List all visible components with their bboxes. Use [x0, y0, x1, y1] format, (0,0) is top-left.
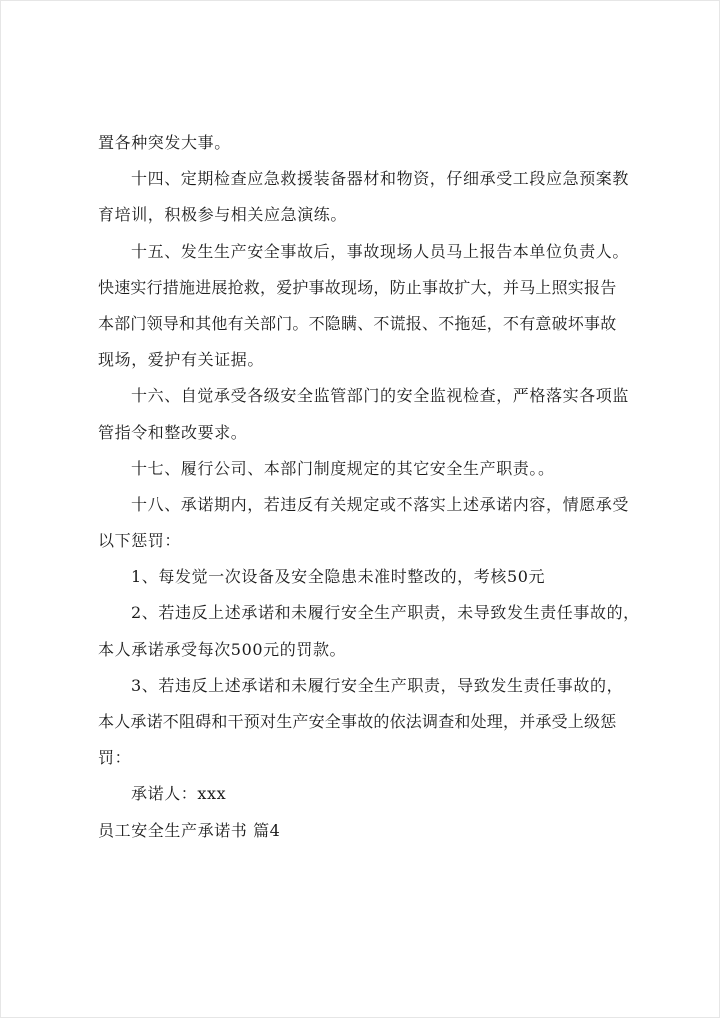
paragraph-18-line-1: 十八、承诺期内，若违反有关规定或不落实上述承诺内容，情愿承受: [131, 494, 630, 514]
paragraph-15-line-4: 现场，爱护有关证据。: [98, 350, 265, 370]
section-heading: 员工安全生产承诺书 篇4: [98, 820, 281, 840]
document-body: [98, 125, 638, 849]
paragraph-15-line-1: 十五、发生生产安全事故后，事故现场人员马上报告本单位负责人。: [131, 241, 630, 261]
text-line: 置各种突发大事。: [98, 133, 231, 152]
signature-line: 承诺人：xxx: [131, 784, 227, 804]
paragraph-16-line-1: 十六、自觉承受各级安全监管部门的安全监视检查，严格落实各项监: [131, 386, 630, 406]
penalty-3-line-2: 本人承诺不阻碍和干预对生产安全事故的依法调查和处理，并承受上级惩: [98, 712, 617, 731]
penalty-2-line-1: 2、若违反上述承诺和未履行安全生产职责，未导致发生责任事故的，: [131, 603, 640, 623]
paragraph-18-line-2: 以下惩罚：: [98, 531, 182, 551]
paragraph-15-line-3: 本部门领导和其他有关部门。不隐瞒、不谎报、不拖延，不有意破坏事故: [98, 313, 617, 333]
paragraph-17-line-1: 十七、履行公司、本部门制度规定的其它安全生产职责。。: [131, 458, 555, 478]
penalty-2-line-2: 本人承诺承受每次500元的罚款。: [98, 639, 347, 659]
penalty-3-line-3: 罚：: [98, 748, 132, 768]
paragraph-15-line-2: 快速实行措施进展抢救，爱护事故现场，防止事故扩大，并马上照实报告: [98, 277, 617, 297]
penalty-1-line-1: 1、每发觉一次设备及安全隐患未准时整改的，考核50元: [131, 567, 546, 587]
paragraph-16-line-2: 管指令和整改要求。: [98, 422, 248, 442]
penalty-3-line-1: 3、若违反上述承诺和未履行安全生产职责，导致发生责任事故的，: [131, 675, 624, 695]
paragraph-14-line-2: 育培训，积极参与相关应急演练。: [98, 205, 348, 225]
paragraph-14-line-1: 十四、定期检查应急救援装备器材和物资，仔细承受工段应急预案教: [131, 169, 630, 189]
